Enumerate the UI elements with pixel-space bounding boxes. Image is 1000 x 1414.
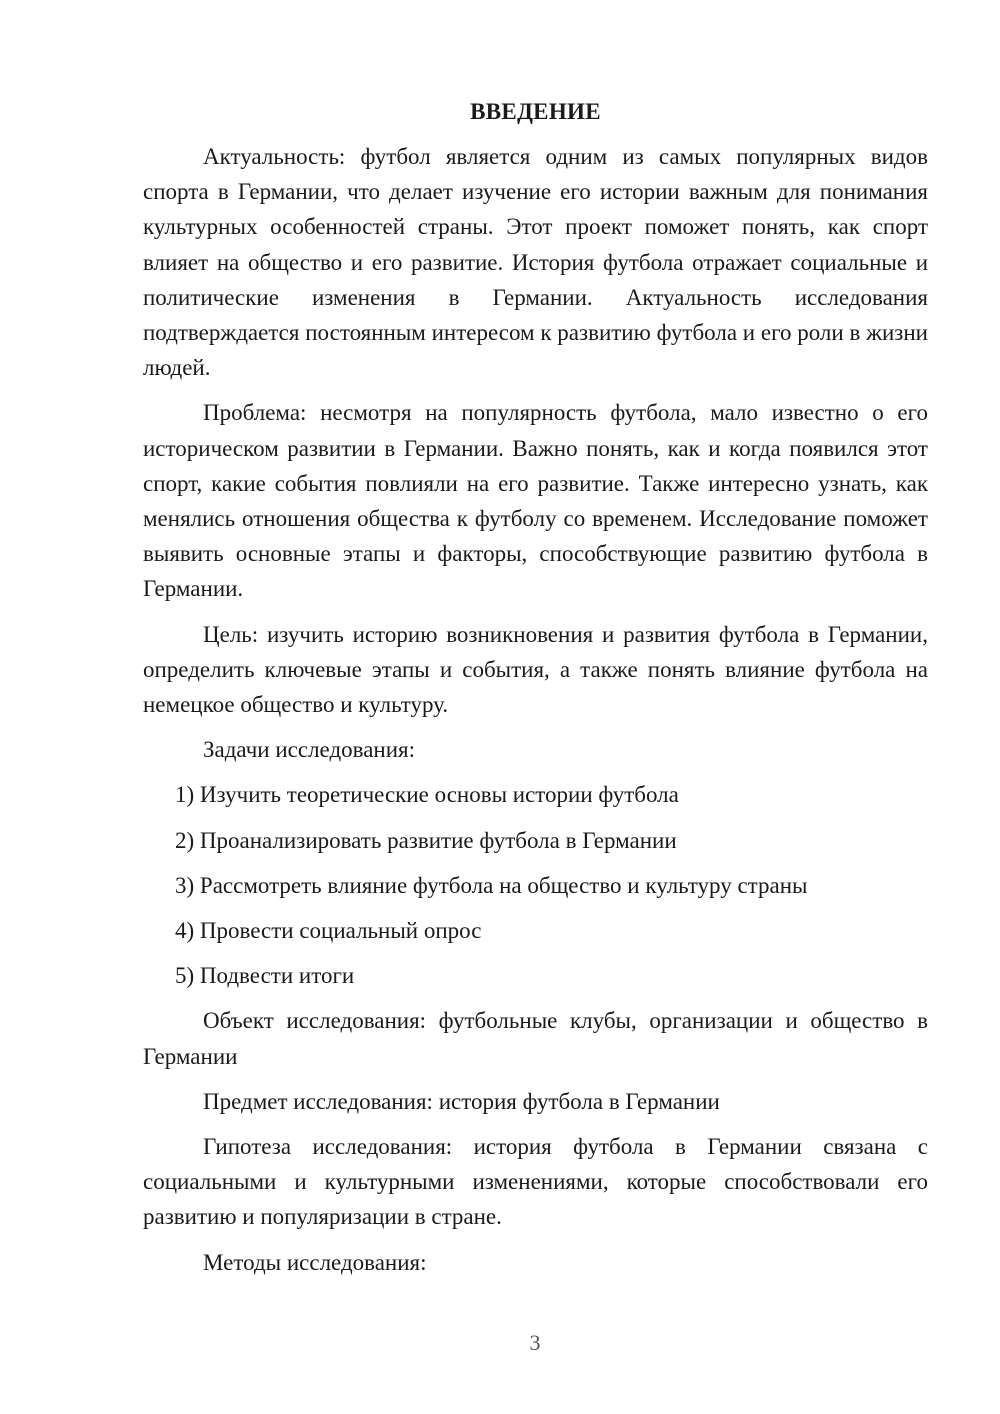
problem-paragraph: Проблема: несмотря на популярность футбола, мало известно о его историческом развитии в Германии. Важно понять, как и когда появился этот спорт, какие события повлияли на его развитие. Также интересно узнать, как менялись отношения общества к футболу со временем. Исследование поможет выявить основные этапы и факторы, способствующие развитию футбола в Германии. xyxy=(143,400,928,602)
list-item: 3) Рассмотреть влияние футбола на общество и культуру страны xyxy=(175,872,808,898)
list-item: 5) Подвести итоги xyxy=(175,963,355,989)
tasks-heading: Задачи исследования: xyxy=(203,737,416,763)
list-item: 2) Проанализировать развитие футбола в Германии xyxy=(175,827,677,853)
methods-heading: Методы исследования: xyxy=(203,1249,427,1275)
section-title: ВВЕДЕНИЕ xyxy=(470,99,601,124)
object-paragraph: Объект исследования: футбольные клубы, организации и общество в Германии xyxy=(143,1008,928,1069)
list-item: 1) Изучить теоретические основы истории футбола xyxy=(175,782,679,808)
hypothesis-paragraph: Гипотеза исследования: история футбола в Германии связана с социальными и культурными изменениями, которые способствовали его развитию и популяризации в стране. xyxy=(143,1134,928,1230)
subject-paragraph: Предмет исследования: история футбола в Германии xyxy=(203,1088,720,1114)
page-number: 3 xyxy=(529,1330,541,1355)
relevance-paragraph: Актуальность: футбол является одним из самых популярных видов спорта в Германии, что делает изучение его истории важным для понимания культурных особенностей страны. Этот проект поможет понять, как спорт влияет на общество и его развитие. История футбола отражает социальные и политические изменения в Германии. Актуальность исследования подтверждается постоянным интересом к развитию футбола и его роли в жизни людей. xyxy=(143,144,928,381)
list-item: 4) Провести социальный опрос xyxy=(175,918,482,944)
page-content xyxy=(143,94,928,1290)
tasks-list xyxy=(143,777,928,993)
goal-paragraph: Цель: изучить историю возникновения и развития футбола в Германии, определить ключевые этапы и события, а также понять влияние футбола на немецкое общество и культуру. xyxy=(143,621,928,718)
